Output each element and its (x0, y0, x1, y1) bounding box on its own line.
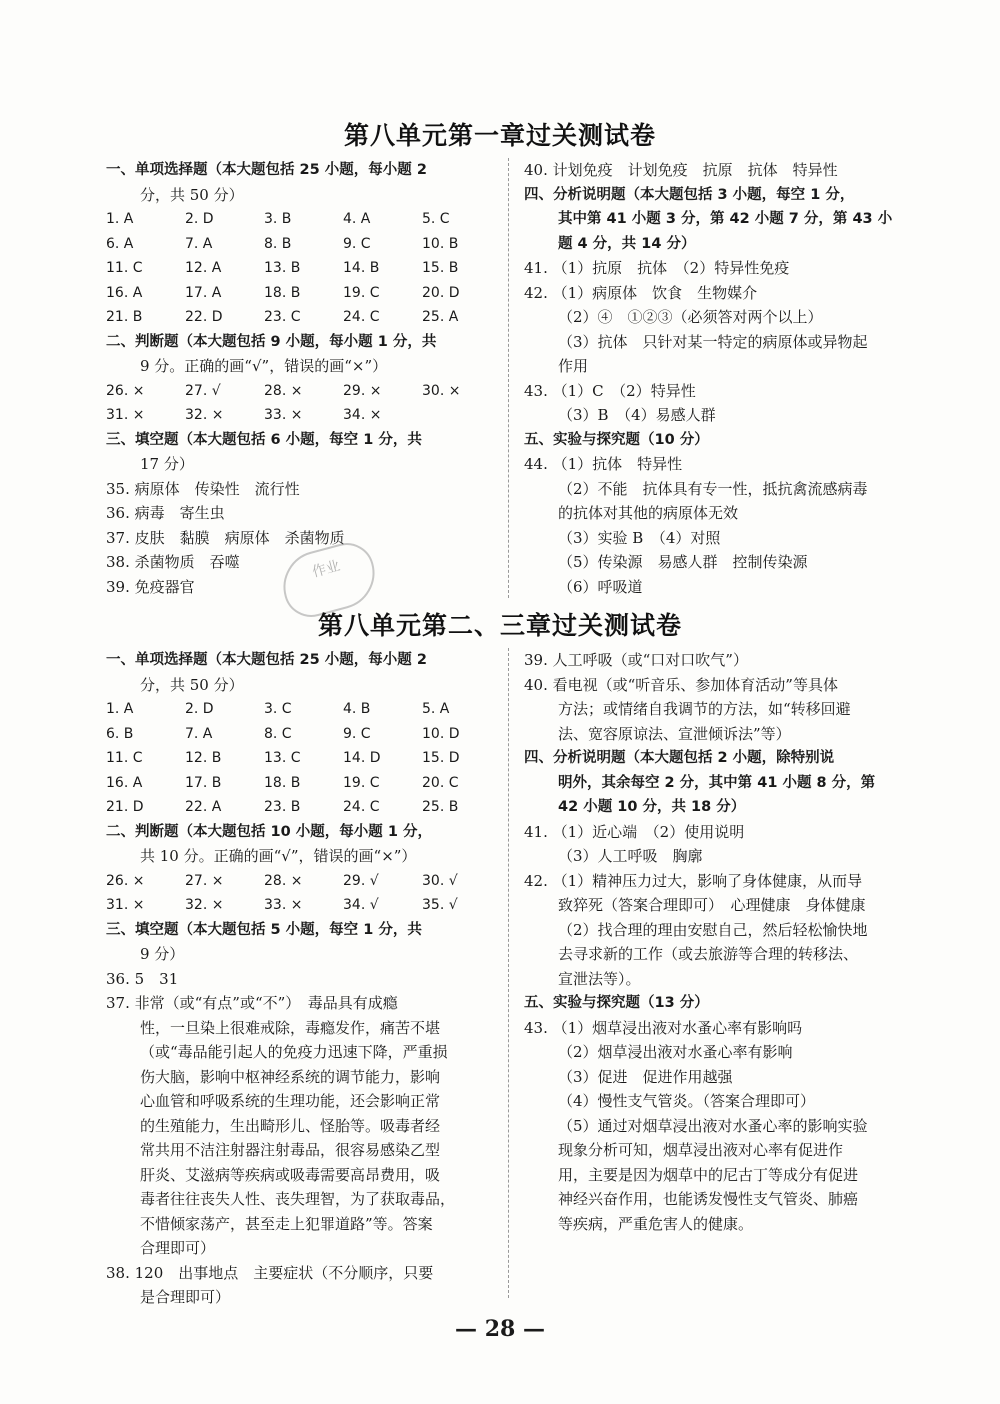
answer-grid-row (106, 207, 501, 232)
answer-line: 44. （1）抗体 特异性 (524, 455, 683, 473)
answer-cell: 11. C (106, 750, 143, 766)
section-heading-cont: 42 小题 10 分，共 18 分） (558, 799, 746, 815)
answer-cell: 16. A (106, 284, 143, 301)
answer-line: 41. （1）近心端 （2）使用说明 (524, 822, 745, 841)
section-heading: 四、分析说明题（本大题包括 3 小题，每空 1 分， (524, 186, 855, 203)
answer-cell: 31. × (106, 897, 145, 913)
answer-grid-row (106, 281, 501, 306)
section-heading-cont: 其中第 41 小题 3 分，第 42 小题 7 分，第 43 小 (558, 211, 893, 227)
answer-continuation: 肝炎、艾滋病等疾病或吸毒需要高昂费用，吸 (140, 1165, 441, 1184)
answer-grid-row (106, 771, 501, 796)
answer-continuation: 9 分。正确的画“√”，错误的画“×”） (140, 357, 388, 375)
answer-continuation: 的抗体对其他的病原体无效 (558, 504, 739, 522)
answer-cell: 28. × (264, 872, 303, 889)
answer-cell: 3. C (264, 701, 292, 717)
answer-continuation: 合理即可） (140, 1239, 216, 1257)
answer-continuation: 作用 (558, 357, 589, 375)
answer-cell: 10. D (422, 725, 460, 742)
answer-cell: 14. D (343, 750, 381, 766)
answer-cell: 33. × (264, 407, 303, 423)
answer-cell: 29. × (343, 382, 382, 399)
answer-line: 36. 5 31 (106, 969, 179, 988)
answer-cell: 23. B (264, 799, 301, 815)
answer-grid-row (106, 795, 501, 820)
answer-cell: 7. A (185, 725, 213, 742)
answer-cell: 12. B (185, 750, 222, 766)
answer-continuation: （4）慢性支气管炎。（答案合理即可） (558, 1092, 816, 1110)
answer-grid-row (106, 893, 501, 918)
answer-cell: 19. C (343, 774, 380, 791)
answer-continuation: 方法；或情绪自我调节的方法，如“转移回避 (558, 700, 851, 718)
section1-left-column (106, 158, 501, 599)
answer-continuation: 宣泄法等）。 (558, 969, 641, 988)
answer-cell: 26. × (106, 872, 145, 889)
section-heading-cont: 明外，其余每空 2 分，其中第 41 小题 8 分，第 (558, 774, 876, 791)
answer-line: 38. 杀菌物质 吞噬 (106, 553, 240, 571)
answer-continuation: 分，共 50 分） (140, 675, 244, 694)
answer-cell: 13. B (264, 260, 301, 276)
answer-line: 39. 免疫器官 (106, 577, 195, 596)
answer-cell: 10. B (422, 235, 459, 252)
answer-cell: 34. √ (343, 897, 379, 913)
answer-continuation: （3）促进 促进作用越强 (558, 1067, 733, 1086)
answer-continuation: 性，一旦染上很难戒除，毒瘾发作，痛苦不堪 (140, 1018, 441, 1037)
section-heading: 一、单项选择题（本大题包括 25 小题，每小题 2 (106, 652, 427, 668)
answer-continuation: 不惜倾家荡产，甚至走上犯罪道路”等。答案 (140, 1214, 433, 1233)
answer-line: 40. 看电视（或“听音乐、参加体育活动”等具体 (524, 675, 838, 694)
answer-cell: 18. B (264, 774, 301, 791)
answer-cell: 25. A (422, 309, 459, 325)
answer-cell: 3. B (264, 211, 292, 227)
answer-cell: 22. D (185, 309, 223, 325)
answer-grid-row (106, 232, 501, 257)
answer-cell: 18. B (264, 284, 301, 301)
section-heading: 四、分析说明题（本大题包括 2 小题，除特别说 (524, 750, 835, 766)
answer-line: 37. 皮肤 黏膜 病原体 杀菌物质 (106, 528, 345, 547)
answer-grid-row (106, 379, 501, 404)
answer-continuation: （3）实验 B （4）对照 (558, 528, 721, 547)
answer-cell: 32. × (185, 407, 224, 423)
answer-cell: 29. √ (343, 872, 379, 889)
answer-cell: 13. C (264, 750, 301, 766)
answer-continuation: 伤大脑，影响中枢神经系统的调节能力，影响 (140, 1067, 441, 1086)
answer-cell: 1. A (106, 211, 134, 227)
answer-continuation: 的生殖能力，生出畸形儿、怪胎等。吸毒者经 (140, 1116, 441, 1135)
answer-cell: 16. A (106, 774, 143, 791)
answer-cell: 24. C (343, 309, 380, 325)
answer-cell: 34. × (343, 407, 382, 423)
answer-continuation: 致猝死（答案合理即可） 心理健康 身体健康 (558, 896, 866, 914)
answer-grid-row (106, 869, 501, 894)
answer-line: 41. （1）抗原 抗体 （2）特异性免疫 (524, 259, 790, 277)
answer-cell: 6. B (106, 725, 134, 742)
answer-continuation: 等疾病，严重危害人的健康。 (558, 1214, 754, 1233)
section-heading: 五、实验与探究题（10 分） (524, 431, 709, 448)
answer-cell: 2. D (185, 211, 214, 227)
answer-cell: 9. C (343, 235, 371, 252)
answer-cell: 8. C (264, 725, 292, 742)
answer-line: 39. 人工呼吸（或“口对口吹气”） (524, 651, 748, 669)
answer-cell: 33. × (264, 897, 303, 913)
column-divider-2 (508, 648, 509, 1298)
section-heading: 五、实验与探究题（13 分） (524, 995, 709, 1011)
section-heading: 三、填空题（本大题包括 6 小题，每空 1 分，共 (106, 431, 422, 448)
answer-cell: 30. × (422, 382, 461, 399)
answer-line: 38. 120 出事地点 主要症状（不分顺序，只要 (106, 1263, 434, 1282)
answer-cell: 1. A (106, 701, 134, 717)
answer-line: 40. 计划免疫 计划免疫 抗原 抗体 特异性 (524, 161, 838, 179)
answer-cell: 24. C (343, 799, 380, 815)
answer-continuation: 分，共 50 分） (140, 185, 244, 204)
answer-cell: 12. A (185, 260, 222, 276)
answer-continuation: （2）找合理的理由安慰自己，然后轻松愉快地 (558, 920, 868, 939)
answer-line: 35. 病原体 传染性 流行性 (106, 479, 300, 498)
answer-cell: 5. A (422, 701, 450, 717)
answer-continuation: （5）通过对烟草浸出液对水蚤心率的影响实验 (558, 1116, 868, 1135)
answer-cell: 35. √ (422, 897, 458, 913)
answer-grid-row (106, 305, 501, 330)
answer-continuation: 毒者往往丧失人性、丧失理智，为了获取毒品， (140, 1190, 456, 1208)
answer-continuation: 是合理即可） (140, 1288, 231, 1306)
answer-cell: 30. √ (422, 872, 458, 889)
answer-continuation: （3）抗体 只针对某一特定的病原体或异物起 (558, 332, 868, 351)
answer-continuation: 常共用不洁注射器注射毒品，很容易感染乙型 (140, 1141, 441, 1159)
answer-cell: 5. C (422, 211, 450, 227)
answer-continuation: （2）不能 抗体具有专一性，抵抗禽流感病毒 (558, 479, 868, 498)
answer-cell: 31. × (106, 407, 145, 423)
section2-title: 第八单元第二、三章过关测试卷 (317, 611, 682, 640)
answer-cell: 28. × (264, 382, 303, 399)
answer-line: 42. （1）精神压力过大，影响了身体健康，从而导 (524, 871, 863, 890)
answer-cell: 6. A (106, 235, 134, 252)
section-heading: 三、填空题（本大题包括 5 小题，每空 1 分，共 (106, 921, 422, 938)
answer-cell: 26. × (106, 382, 145, 399)
answer-cell: 17. B (185, 774, 222, 791)
answer-continuation: 9 分） (140, 945, 185, 963)
column-divider-1 (508, 158, 509, 598)
answer-cell: 14. B (343, 260, 380, 276)
answer-cell: 22. A (185, 799, 222, 815)
section-heading-cont: 题 4 分，共 14 分） (558, 235, 696, 252)
answer-cell: 27. × (185, 872, 224, 889)
answer-cell: 15. D (422, 750, 460, 766)
answer-cell: 8. B (264, 235, 292, 252)
answer-continuation: 心血管和呼吸系统的生理功能，还会影响正常 (140, 1092, 441, 1110)
answer-line: 42. （1）病原体 饮食 生物媒介 (524, 283, 758, 302)
stamp-watermark: 作业 (275, 537, 382, 623)
answer-cell: 11. C (106, 260, 143, 276)
answer-cell: 20. D (422, 284, 460, 301)
answer-grid-row (106, 403, 501, 428)
answer-continuation: 去寻求新的工作（或去旅游等合理的转移法、 (558, 945, 859, 963)
answer-cell: 20. C (422, 774, 459, 791)
answer-continuation: 神经兴奋作用，也能诱发慢性支气管炎、肺癌 (558, 1190, 859, 1208)
answer-cell (422, 403, 501, 428)
answer-cell: 4. A (343, 211, 371, 227)
section-heading: 二、判断题（本大题包括 10 小题，每小题 1 分， (106, 823, 432, 840)
answer-continuation: 用，主要是因为烟草中的尼古丁等成分有促进 (558, 1165, 859, 1184)
answer-cell: 23. C (264, 309, 301, 325)
answer-continuation: （3）人工呼吸 胸廓 (558, 847, 703, 865)
answer-cell: 2. D (185, 701, 214, 717)
answer-cell: 32. × (185, 897, 224, 913)
answer-cell: 17. A (185, 284, 222, 301)
answer-cell: 7. A (185, 235, 213, 252)
answer-continuation: 17 分） (140, 455, 194, 473)
answer-continuation: 现象分析可知，烟草浸出液对心率有促进作 (558, 1141, 844, 1159)
answer-cell: 4. B (343, 701, 371, 717)
section1-right-column (524, 158, 904, 599)
answer-continuation: （5）传染源 易感人群 控制传染源 (558, 553, 808, 571)
answer-line: 37. 非常（或“有点”或“不”） 毒品具有成瘾 (106, 994, 398, 1012)
answer-continuation: （3）B （4）易感人群 (558, 406, 716, 424)
answer-continuation: （6）呼吸道 (558, 577, 643, 596)
section1-title: 第八单元第一章过关测试卷 (343, 121, 656, 150)
answer-line: 43. （1）烟草浸出液对水蚤心率有影响吗 (524, 1018, 803, 1037)
answer-cell: 19. C (343, 284, 380, 301)
answer-continuation: （2）④ ①②③（必须答对两个以上） (558, 308, 823, 326)
answer-grid-row (106, 256, 501, 281)
answer-cell: 15. B (422, 260, 459, 276)
answer-cell: 27. √ (185, 382, 221, 399)
section-heading: 一、单项选择题（本大题包括 25 小题，每小题 2 (106, 162, 427, 178)
answer-continuation: 法、宽容原谅法、宣泄倾诉法”等） (558, 724, 791, 743)
answer-grid-row (106, 722, 501, 747)
answer-cell: 9. C (343, 725, 371, 742)
answer-line: 43. （1）C （2）特异性 (524, 381, 696, 400)
section2-right-column (524, 648, 904, 1236)
answer-cell: 21. D (106, 799, 144, 815)
section-heading: 二、判断题（本大题包括 9 小题，每小题 1 分，共 (106, 333, 437, 350)
answer-continuation: 共 10 分。正确的画“√”，错误的画“×”） (140, 847, 417, 865)
answer-grid-row (106, 746, 501, 771)
answer-continuation: （或“毒品能引起人的免疫力迅速下降，严重损 (140, 1043, 448, 1061)
answer-line: 36. 病毒 寄生虫 (106, 504, 225, 522)
answer-cell: 25. B (422, 799, 459, 815)
section2-left-column (106, 648, 501, 1310)
page-number: — 28 — (455, 1316, 545, 1342)
answer-cell: 21. B (106, 309, 143, 325)
answer-continuation: （2）烟草浸出液对水蚤心率有影响 (558, 1043, 793, 1061)
answer-grid-row (106, 697, 501, 722)
